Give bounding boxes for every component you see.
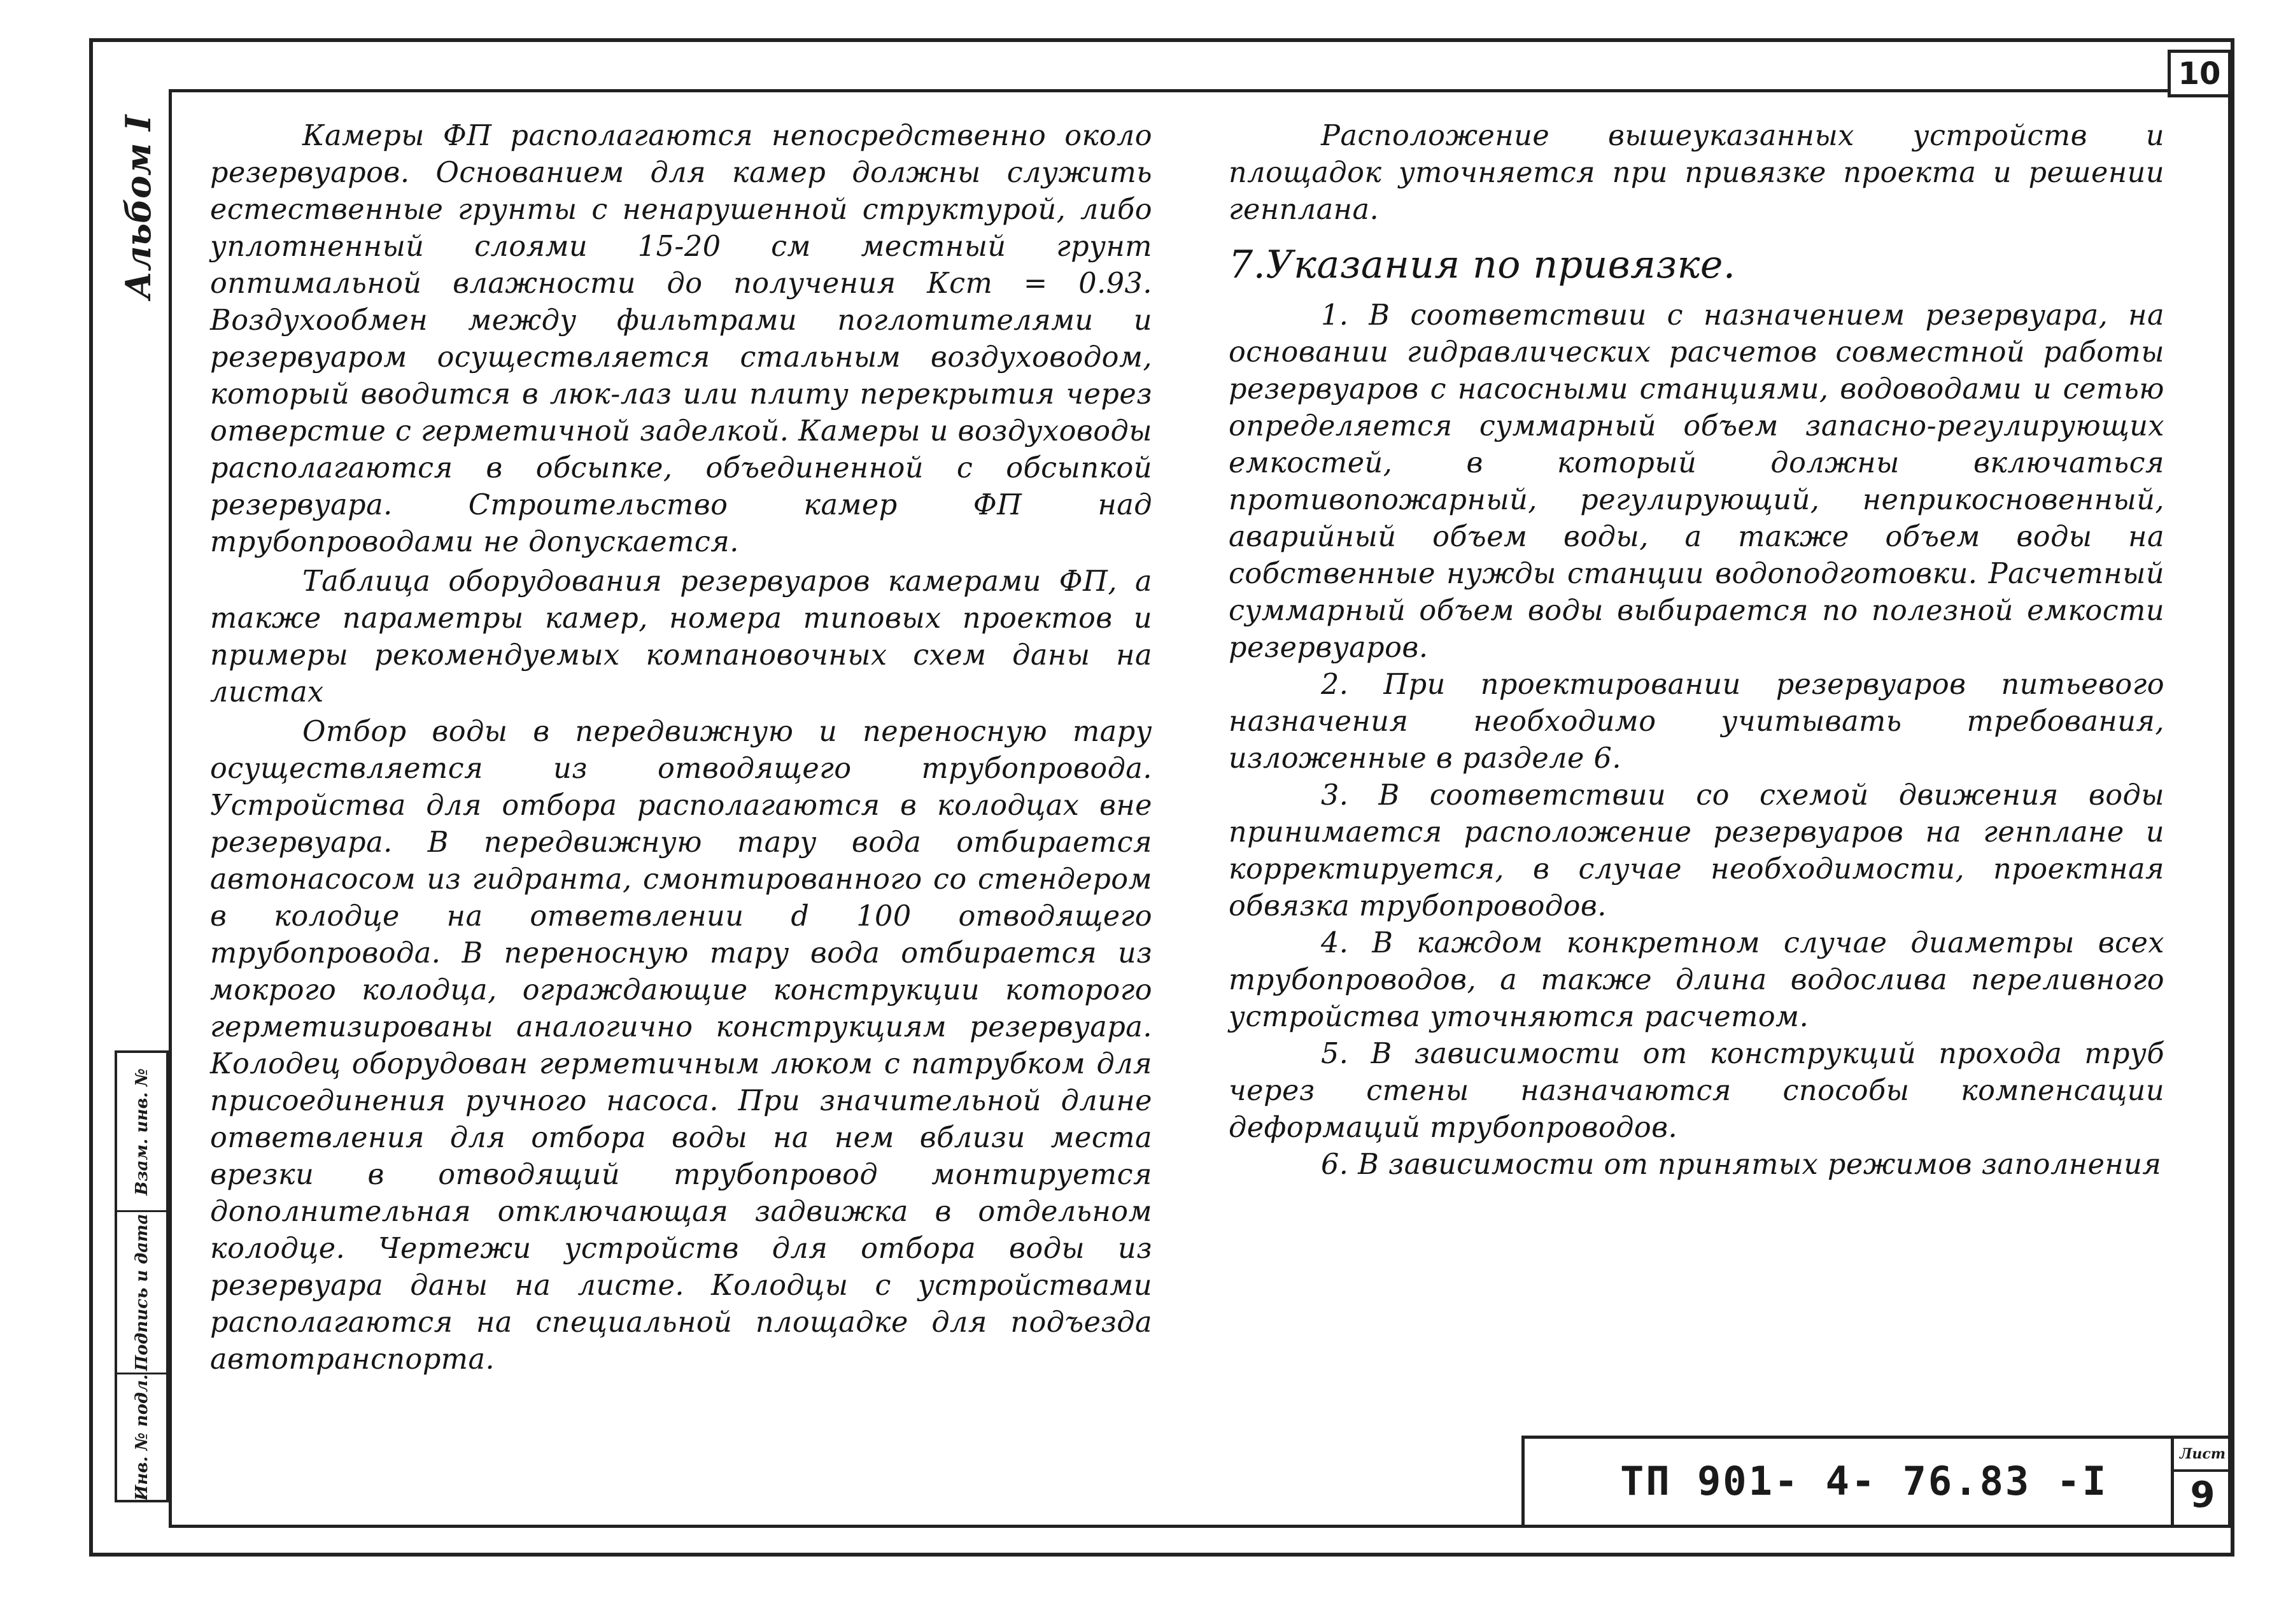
- sheet-box: [2171, 1439, 2231, 1525]
- section-title: 7.Указания по привязке.: [1229, 243, 1736, 287]
- sheet-label: Лист: [2174, 1439, 2231, 1472]
- document-code: ТП 901- 4- 76.83 -I: [1620, 1458, 2108, 1504]
- page-number: 10: [2168, 50, 2231, 97]
- list-item: 6. В зависимости от принятых режимов заполнения: [1321, 1148, 2162, 1181]
- stamp-label: Инв. № подл.: [132, 1374, 152, 1500]
- stamp-cell-signature: [117, 1212, 166, 1374]
- paragraph: Таблица оборудования резервуаров камерами ФП, а также параметры камер, номера типовых проектов и примеры рекомендуемых компановочных схем даны на листах: [210, 565, 1152, 709]
- side-stamp: [115, 1050, 169, 1502]
- list-item: 3. В соответствии со схемой движения воды принимается расположение резервуаров на генплане и корректируется, в случае необходимости, проектная обвязка трубопроводов.: [1229, 779, 2164, 922]
- stamp-cell-inventory: [117, 1374, 166, 1500]
- title-block: [1521, 1436, 2231, 1525]
- stamp-cell-replacement: [117, 1053, 166, 1212]
- left-column: [210, 118, 1152, 1378]
- paragraph: Расположение вышеуказанных устройств и площадок уточняется при привязке проекта и решении генплана.: [1229, 120, 2164, 226]
- paragraph: Отбор воды в передвижную и переносную тару осуществляется из отводящего трубопровода. Устройства для отбора располагаются в колодцах вне резервуара. В передвижную тару вода отбирается автонасосом из гидранта, смонтированного со стендером в колодце на ответвлении d 100 отводящего трубопровода. В переносную тару вода отбирается из мокрого колодца, ограждающие конструкции которого герметизированы аналогично конструкциям резервуара. Колодец оборудован герметичным люком с патрубком для присоединения ручного насоса. При значительной длине ответвления для отбора воды на нем вблизи места врезки в отводящий трубопровод монтируется дополнительная отключающая задвижка в отдельном колодце. Чертежи устройств для отбора воды из резервуара даны на листе. Колодцы с устройствами располагаются на специальной площадке для подъезда автотранспорта.: [210, 716, 1152, 1376]
- album-label: Альбом I: [118, 115, 159, 299]
- stamp-label: Подпись и дата: [132, 1213, 152, 1371]
- right-column: [1229, 118, 2164, 1183]
- sheet-number: 9: [2190, 1474, 2215, 1516]
- list-item: 2. При проектировании резервуаров питьевого назначения необходимо учитывать требования, изложенные в разделе 6.: [1229, 668, 2164, 775]
- list-item: 4. В каждом конкретном случае диаметры всех трубопроводов, а также длина водослива переливного устройства уточняются расчетом.: [1229, 927, 2164, 1033]
- list-item: 5. В зависимости от конструкций прохода труб через стены назначаются способы компенсации деформаций трубопроводов.: [1229, 1038, 2164, 1144]
- stamp-label: Взам. инв. №: [132, 1068, 152, 1196]
- paragraph: Камеры ФП располагаются непосредственно около резервуаров. Основанием для камер должны служить естественные грунты с ненарушенной структурой, либо уплотненный слоями 15-20 см местный грунт оптимальной влажности до получения Кст = 0.93. Воздухообмен между фильтрами поглотителями и резервуаром осуществляется стальным воздуховодом, который вводится в люк-лаз или плиту перекрытия через отверстие с герметичной заделкой. Камеры и воздуховоды располагаются в обсыпке, объединенной с обсыпкой резервуара. Строительство камер ФП над трубопроводами не допускается.: [210, 120, 1152, 558]
- list-item: 1. В соответствии с назначением резервуара, на основании гидравлических расчетов совместной работы резервуаров с насосными станциями, водоводами и сетью определяется суммарный объем запасно-регулирующих емкостей, в который должны включаться противопожарный, регулирующий, неприкосновенный, аварийный объем воды, а также объем воды на собственные нужды станции водоподготовки. Расчетный суммарный объем воды выбирается по полезной емкости резервуаров.: [1229, 299, 2164, 664]
